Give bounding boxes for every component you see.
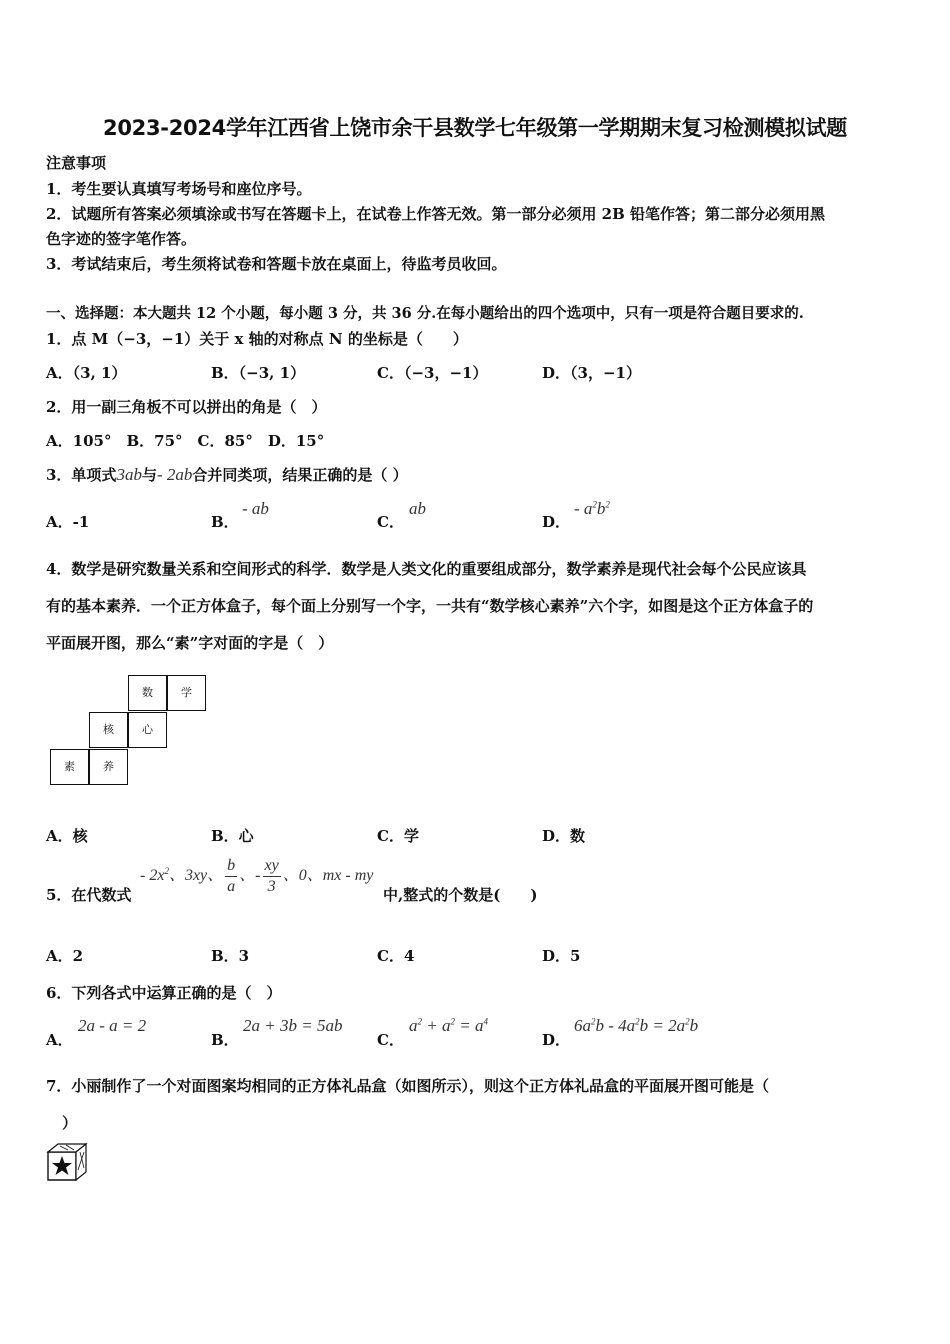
q6-option-b-expr: 2a + 3b = 5ab: [243, 1016, 343, 1035]
q6-option-d-expr: $6a^2b - 4a^2b = 2a^2b$: [574, 1016, 699, 1035]
net-cell: 养: [89, 749, 128, 785]
section-heading: 一、选择题：本大题共 12 个小题，每小题 3 分，共 36 分.在每小题给出的四个选项中，只有一项是符合题目要求的.: [46, 305, 804, 322]
q3-option-b-label: B．: [211, 513, 239, 531]
q4-option-c: C．学: [377, 827, 419, 845]
q3-option-b-expr: - ab: [242, 499, 269, 518]
q3-stem: [46, 464, 408, 485]
q5-option-d: D．5: [542, 947, 581, 965]
q2-options: A．105° B．75° C．85° D．15°: [46, 432, 325, 450]
q4-option-d: D．数: [542, 827, 586, 845]
q1-option-a: A．（3, 1）: [46, 364, 127, 382]
q4-option-a: A．核: [46, 827, 88, 845]
net-cell: 核: [89, 712, 128, 748]
q6-stem: 6．下列各式中运算正确的是（ ）: [46, 984, 282, 1002]
q5-label: 5．在代数式: [46, 886, 132, 904]
q6-option-d-label: D．: [542, 1031, 571, 1049]
q3-stem-b: 与: [141, 466, 157, 484]
q3-option-d-expr: - $a^2b^2$: [574, 499, 610, 518]
q1-stem: 1．点 M（−3，−1）关于 x 轴的对称点 N 的坐标是（ ）: [46, 330, 468, 348]
q5-option-a: A．2: [46, 947, 84, 965]
q5-expression: - $2x^2$、3xy、 $\frac{b}{a}$ 、- $\frac{xy}{3}$ 、0、mx - my: [140, 857, 374, 895]
q6-option-b-label: B．: [211, 1031, 239, 1049]
notice-item-2: 2．试题所有答案必须填涂或书写在答题卡上，在试卷上作答无效。第一部分必须用 2B 铅笔作答；第二部分必须用黑: [46, 205, 826, 223]
q7-line-1: 7．小丽制作了一个对面图案均相同的正方体礼品盒（如图所示），则这个正方体礼品盒的平面展开图可能是（: [46, 1077, 769, 1095]
notice-item-2-cont: 色字迹的签字笔作答。: [46, 230, 197, 248]
notice-heading: 注意事项: [46, 154, 107, 172]
net-cell: 学: [167, 675, 206, 711]
q4-line-2: 有的基本素养．一个正方体盒子，每个面上分别写一个字，一共有“数学核心素养”六个字，如图是这个正方体盒子的: [46, 597, 814, 615]
q3-expr-1: 3ab: [116, 465, 142, 484]
q5-option-c: C．4: [377, 947, 415, 965]
q3-option-c-expr: ab: [409, 499, 426, 518]
q7-line-2: ）: [62, 1114, 78, 1132]
q3-expr-2: - 2ab: [156, 465, 193, 484]
q3-option-d-label: D．: [542, 513, 571, 531]
q3-stem-c: 合并同类项，结果正确的是（ ）: [192, 466, 408, 484]
q1-option-d: D．（3，−1）: [542, 364, 641, 382]
net-cell: 心: [128, 712, 167, 748]
net-cell: 素: [50, 749, 89, 785]
notice-item-3: 3．考试结束后，考生须将试卷和答题卡放在桌面上，待监考员收回。: [46, 255, 507, 273]
q3-option-c-label: C．: [377, 513, 404, 531]
notice-item-1: 1．考生要认真填写考场号和座位序号。: [46, 180, 312, 198]
q1-option-c: C．（−3，−1）: [377, 364, 488, 382]
q5-stem-tail: 中,整式的个数是( ): [383, 886, 538, 904]
q3-stem-a: 3．单项式: [46, 466, 117, 484]
q5-option-b: B．3: [211, 947, 250, 965]
net-cell: 数: [128, 675, 167, 711]
q1-option-b: B．（−3, 1）: [211, 364, 306, 382]
q4-line-1: 4．数学是研究数量关系和空间形式的科学．数学是人类文化的重要组成部分，数学素养是现代社会每个公民应该具: [46, 560, 807, 578]
q6-option-a-label: A．: [46, 1031, 73, 1049]
q6-option-c-label: C．: [377, 1031, 404, 1049]
q4-option-b: B．心: [211, 827, 254, 845]
q2-stem: 2．用一副三角板不可以拼出的角是（ ）: [46, 398, 327, 416]
q4-line-3: 平面展开图，那么“素”字对面的字是（ ）: [46, 634, 334, 652]
q6-option-c-expr: $a^2 + a^2 = a^4$: [409, 1016, 488, 1035]
gift-box-cube-figure: [46, 1142, 88, 1182]
q3-option-a: A．-1: [46, 513, 90, 531]
page-title: 2023-2024学年江西省上饶市余干县数学七年级第一学期期末复习检测模拟试题: [103, 116, 847, 140]
q6-option-a-expr: 2a - a = 2: [78, 1016, 147, 1035]
